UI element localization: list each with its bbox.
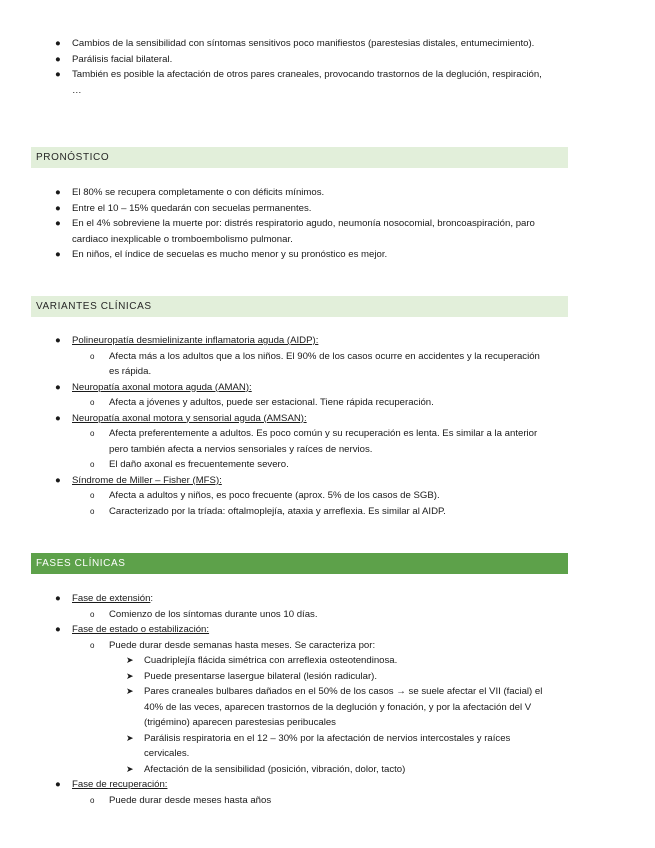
list-item: ● Neuropatía axonal motora aguda (AMAN): bbox=[0, 380, 550, 396]
sub-list-item: o Afecta preferentemente a adultos. Es poco común y su recuperación es lenta. Es similar a la anterior pero también afecta a nervios sensoriales y raíces de nervios. bbox=[90, 428, 538, 455]
bullet-icon: ● bbox=[55, 412, 61, 424]
list-item: ● Fase de recuperación: bbox=[0, 777, 550, 793]
list-item: ● Cambios de la sensibilidad con síntomas sensitivos poco manifiestos (parestesias distales, entumecimiento). bbox=[0, 36, 550, 52]
bullet-icon: ● bbox=[55, 779, 61, 790]
sub-list-item: o Afecta a adultos y niños, es poco frecuente (aprox. 5% de los casos de SGB). bbox=[0, 488, 550, 504]
circle-bullet-icon: o bbox=[90, 491, 95, 500]
section-heading-pronostico: PRONÓSTICO bbox=[31, 147, 568, 168]
bullet-icon: ● bbox=[55, 202, 61, 214]
list-item: ● El 80% se recupera completamente o con déficits mínimos. bbox=[0, 185, 550, 201]
circle-bullet-icon: o bbox=[90, 398, 95, 407]
sub-list-item: o Puede durar desde semanas hasta meses. Se caracteriza por: bbox=[0, 638, 550, 654]
list-item: ● Neuropatía axonal motora y sensorial aguda (AMSAN): bbox=[0, 411, 550, 427]
circle-bullet-icon: o bbox=[90, 429, 95, 438]
arrow-list-item: ➤ Puede presentarse lasergue bilateral (lesión radicular). bbox=[0, 669, 554, 685]
bullet-icon: ● bbox=[55, 69, 61, 80]
list-item: ● Síndrome de Miller – Fisher (MFS): bbox=[0, 473, 550, 489]
list-item: ● Fase de extensión: bbox=[0, 591, 550, 607]
sub-list-item: o El daño axonal es frecuentemente severo. bbox=[0, 457, 550, 473]
list-item: ● Fase de estado o estabilización: bbox=[0, 622, 550, 638]
arrow-bullet-icon: ➤ bbox=[126, 670, 134, 681]
circle-bullet-icon: o bbox=[90, 640, 95, 650]
bullet-icon: ● bbox=[55, 335, 61, 346]
fases-list bbox=[0, 591, 655, 808]
bullet-icon: ● bbox=[55, 381, 61, 393]
list-item: ● Polineuropatía desmielinizante inflamatoria aguda (AIDP): bbox=[0, 333, 550, 349]
arrow-list-item: ➤ Afectación de la sensibilidad (posición, vibración, dolor, tacto) bbox=[0, 762, 554, 778]
list-item: ● Entre el 10 – 15% quedarán con secuelas permanentes. bbox=[0, 201, 550, 217]
section-heading-variantes: VARIANTES CLÍNICAS bbox=[31, 296, 568, 317]
section-heading-fases: FASES CLÍNICAS bbox=[31, 553, 568, 574]
list-item: ● En niños, el índice de secuelas es mucho menor y su pronóstico es mejor. bbox=[0, 247, 550, 263]
circle-bullet-icon: o bbox=[90, 795, 95, 805]
arrow-bullet-icon: ➤ bbox=[126, 763, 134, 774]
sub-list-item: o Comienzo de los síntomas durante unos 10 días. bbox=[0, 607, 550, 623]
circle-bullet-icon: o bbox=[90, 460, 95, 469]
circle-bullet-icon: o bbox=[90, 351, 95, 361]
bullet-icon: ● bbox=[55, 38, 61, 49]
circle-bullet-icon: o bbox=[90, 609, 95, 619]
bullet-icon: ● bbox=[55, 624, 61, 635]
arrow-list-item: ➤ Pares craneales bulbares dañados en el 50% de los casos → se suele afectar el VII (facial) el 40% de las veces, aparecen trastornos de la deglución y fonación, y por la afectación del V (trigémino) aparecen parestesias peribucales bbox=[126, 686, 543, 728]
sub-list-item: o Afecta más a los adultos que a los niños. El 90% de los casos ocurre en accidentes y la recuperación es rápida. bbox=[90, 350, 540, 377]
arrow-bullet-icon: ➤ bbox=[126, 686, 134, 696]
bullet-icon: ● bbox=[55, 249, 61, 260]
circle-bullet-icon: o bbox=[90, 506, 95, 516]
list-item: ● En el 4% sobreviene la muerte por: distrés respiratorio agudo, neumonía nosocomial, broncoaspiración, paro cardiaco inexplicable o tromboembolismo pulmonar. bbox=[55, 218, 535, 245]
list-item: ● También es posible la afectación de otros pares craneales, provocando trastornos de la deglución, respiración, … bbox=[55, 69, 542, 96]
pronostico-list bbox=[0, 185, 655, 263]
sub-list-item: o Afecta a jóvenes y adultos, puede ser estacional. Tiene rápida recuperación. bbox=[0, 395, 550, 411]
sub-list-item: o Caracterizado por la tríada: oftalmoplejía, ataxia y arreflexia. Es similar al AIDP. bbox=[0, 504, 550, 520]
arrow-bullet-icon: ➤ bbox=[126, 655, 134, 665]
bullet-icon: ● bbox=[55, 474, 61, 486]
arrow-bullet-icon: ➤ bbox=[126, 732, 134, 743]
intro-list bbox=[0, 36, 655, 98]
bullet-icon: ● bbox=[55, 593, 61, 604]
list-item: ● Parálisis facial bilateral. bbox=[0, 52, 550, 68]
bullet-icon: ● bbox=[55, 218, 61, 229]
bullet-icon: ● bbox=[55, 53, 61, 65]
arrow-list-item: ➤ Parálisis respiratoria en el 12 – 30% por la afectación de nervios intercostales y raíces cervicales. bbox=[126, 732, 511, 759]
variantes-list bbox=[0, 333, 655, 519]
bullet-icon: ● bbox=[55, 187, 61, 198]
arrow-list-item: ➤ Cuadriplejía flácida simétrica con arreflexia osteotendinosa. bbox=[0, 653, 554, 669]
sub-list-item: o Puede durar desde meses hasta años bbox=[0, 793, 550, 809]
